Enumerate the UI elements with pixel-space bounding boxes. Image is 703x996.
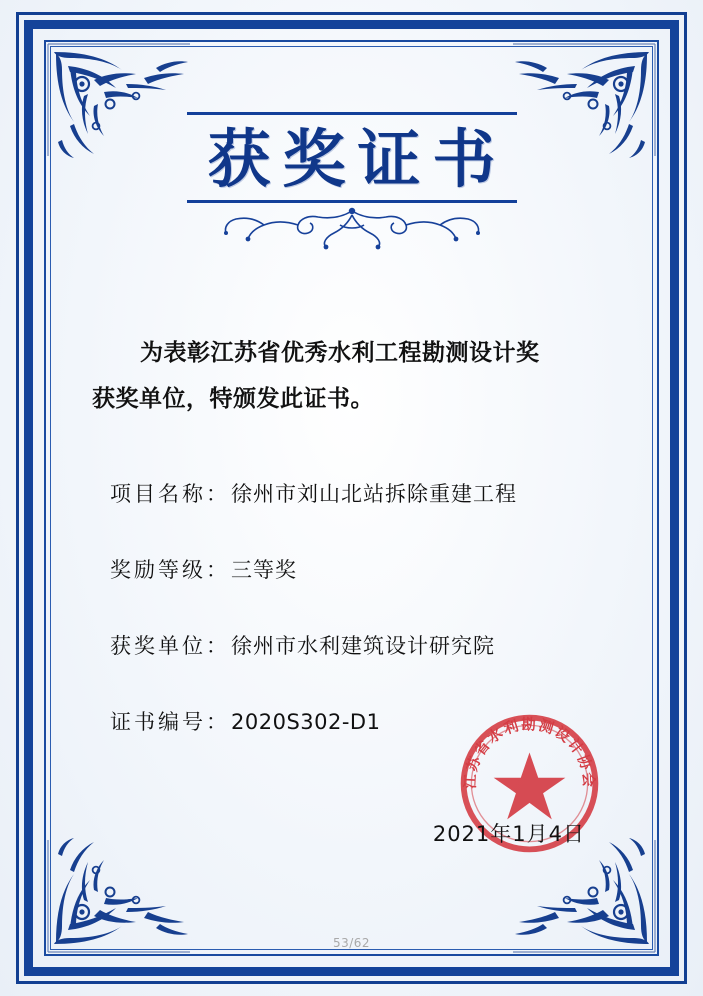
- issue-date: 2021年1月4日: [432, 822, 585, 846]
- field-colon: ：: [206, 482, 227, 506]
- page-number: 53/62: [332, 936, 371, 950]
- title-rule-bottom: [187, 200, 517, 203]
- field-row-award-unit: [92, 630, 625, 660]
- field-row-project-name: [92, 478, 625, 508]
- field-label: 奖励等级: [110, 558, 206, 582]
- field-colon: ：: [206, 558, 227, 582]
- field-colon: ：: [206, 710, 227, 734]
- field-label: 获奖单位: [110, 634, 206, 658]
- field-value: 2020S302-D1: [231, 710, 381, 734]
- field-colon: ：: [206, 634, 227, 658]
- fields-list: [92, 478, 625, 736]
- intro-paragraph: [92, 330, 625, 422]
- field-row-award-level: [92, 554, 625, 584]
- field-value: 徐州市刘山北站拆除重建工程: [231, 482, 517, 506]
- field-value: 三等奖: [231, 558, 297, 582]
- intro-line-2: 获奖单位，特颁发此证书。: [92, 386, 374, 412]
- svg-text:江苏省水利勘测设计协会: 江苏省水利勘测设计协会: [462, 717, 597, 790]
- title-block: [0, 112, 703, 251]
- page-title: 获奖证书: [207, 122, 508, 196]
- field-value: 徐州市水利建筑设计研究院: [231, 634, 495, 658]
- flourish-ornament-icon: [202, 205, 502, 251]
- field-label: 项目名称: [110, 482, 206, 506]
- title-rule-top: [187, 112, 517, 115]
- intro-line-1: 为表彰江苏省优秀水利工程勘测设计奖: [140, 340, 540, 366]
- field-label: 证书编号: [110, 710, 206, 734]
